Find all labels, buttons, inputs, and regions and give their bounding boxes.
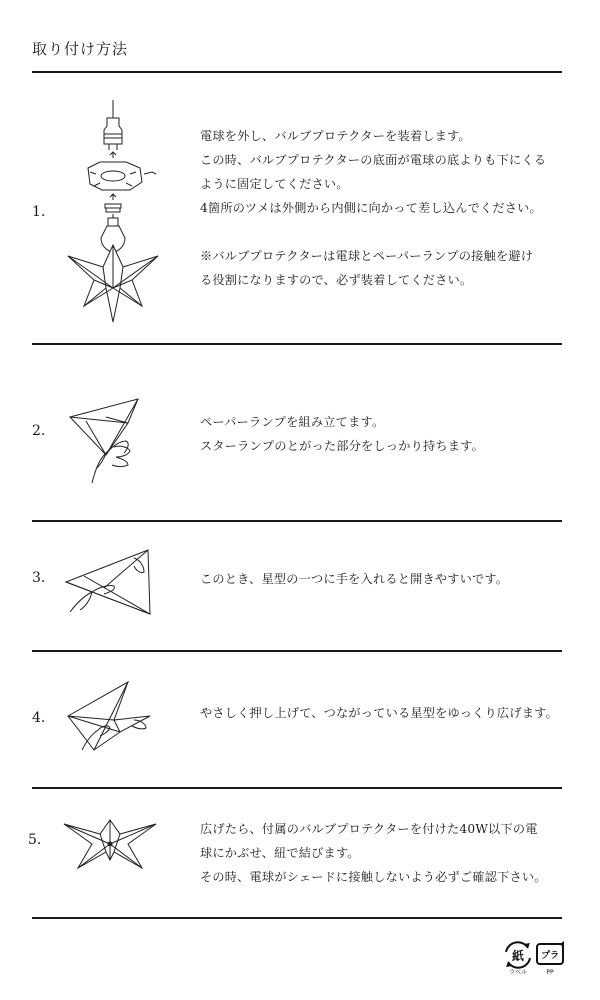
step-2-text bbox=[200, 410, 570, 458]
step-4-text bbox=[200, 701, 570, 725]
divider-4 bbox=[32, 787, 562, 789]
step-1-text bbox=[200, 124, 570, 292]
divider-1 bbox=[32, 343, 562, 345]
recycle-marks bbox=[502, 938, 566, 976]
step-5-line-1: 広げたら、付属のバルブプロテクターを付けた40W以下の電 bbox=[200, 822, 538, 836]
step-4-number: 4. bbox=[32, 710, 46, 726]
step-1-line-1: 電球を外し、バルブプロテクターを装着します。 bbox=[200, 129, 471, 143]
step-3-line-1: このとき、星型の一つに手を入れると開きやすいです。 bbox=[200, 572, 509, 586]
plastic-mark-label: PP bbox=[546, 969, 554, 976]
step-1-line-2: この時、バルブプロテクターの底面が電球の底よりも下にくる bbox=[200, 153, 547, 167]
paper-mark-label: ラベル bbox=[508, 969, 528, 976]
step-4-illustration bbox=[64, 680, 154, 756]
page-title: 取り付け方法 bbox=[32, 40, 129, 58]
step-5-illustration bbox=[62, 816, 158, 872]
paper-recycle-icon bbox=[506, 942, 530, 976]
step-3-illustration bbox=[64, 548, 154, 618]
step-1-line-6: ※バルブプロテクターは電球とペーパーランプの接触を避け bbox=[200, 249, 534, 263]
step-1-number: 1. bbox=[32, 204, 46, 220]
step-5-line-2: 球にかぶせ、紐で結びます。 bbox=[200, 846, 360, 860]
paper-mark-symbol: 紙 bbox=[511, 949, 525, 963]
divider-top bbox=[32, 71, 562, 73]
step-5-text bbox=[200, 817, 570, 889]
step-2-line-1: ペーパーランプを組み立てます。 bbox=[200, 415, 385, 429]
step-2-illustration bbox=[66, 395, 150, 485]
divider-2 bbox=[32, 520, 562, 522]
step-3-text bbox=[200, 567, 570, 591]
divider-bottom bbox=[32, 917, 562, 919]
step-2-line-2: スターランプのとがった部分をしっかり持ちます。 bbox=[200, 439, 484, 453]
step-1-line-5 bbox=[200, 220, 570, 244]
step-1-line-4: 4箇所のツメは外側から内側に向かって差し込んでください。 bbox=[200, 201, 542, 215]
step-5-line-3: その時、電球がシェードに接触しないよう必ずご確認下さい。 bbox=[200, 870, 547, 884]
step-4-line-1: やさしく押し上げて、つながっている星型をゆっくり広げます。 bbox=[200, 706, 558, 720]
divider-3 bbox=[32, 650, 562, 652]
step-2-number: 2. bbox=[32, 423, 46, 439]
step-3-number: 3. bbox=[32, 570, 46, 586]
step-5-number: 5. bbox=[28, 832, 42, 848]
plastic-recycle-icon bbox=[537, 941, 564, 976]
plastic-mark-symbol: プラ bbox=[540, 951, 560, 961]
step-1-illustration bbox=[60, 100, 170, 330]
step-1-line-7: る役割になりますので、必ず装着してください。 bbox=[200, 273, 473, 287]
step-1-line-3: ように固定してください。 bbox=[200, 177, 349, 191]
